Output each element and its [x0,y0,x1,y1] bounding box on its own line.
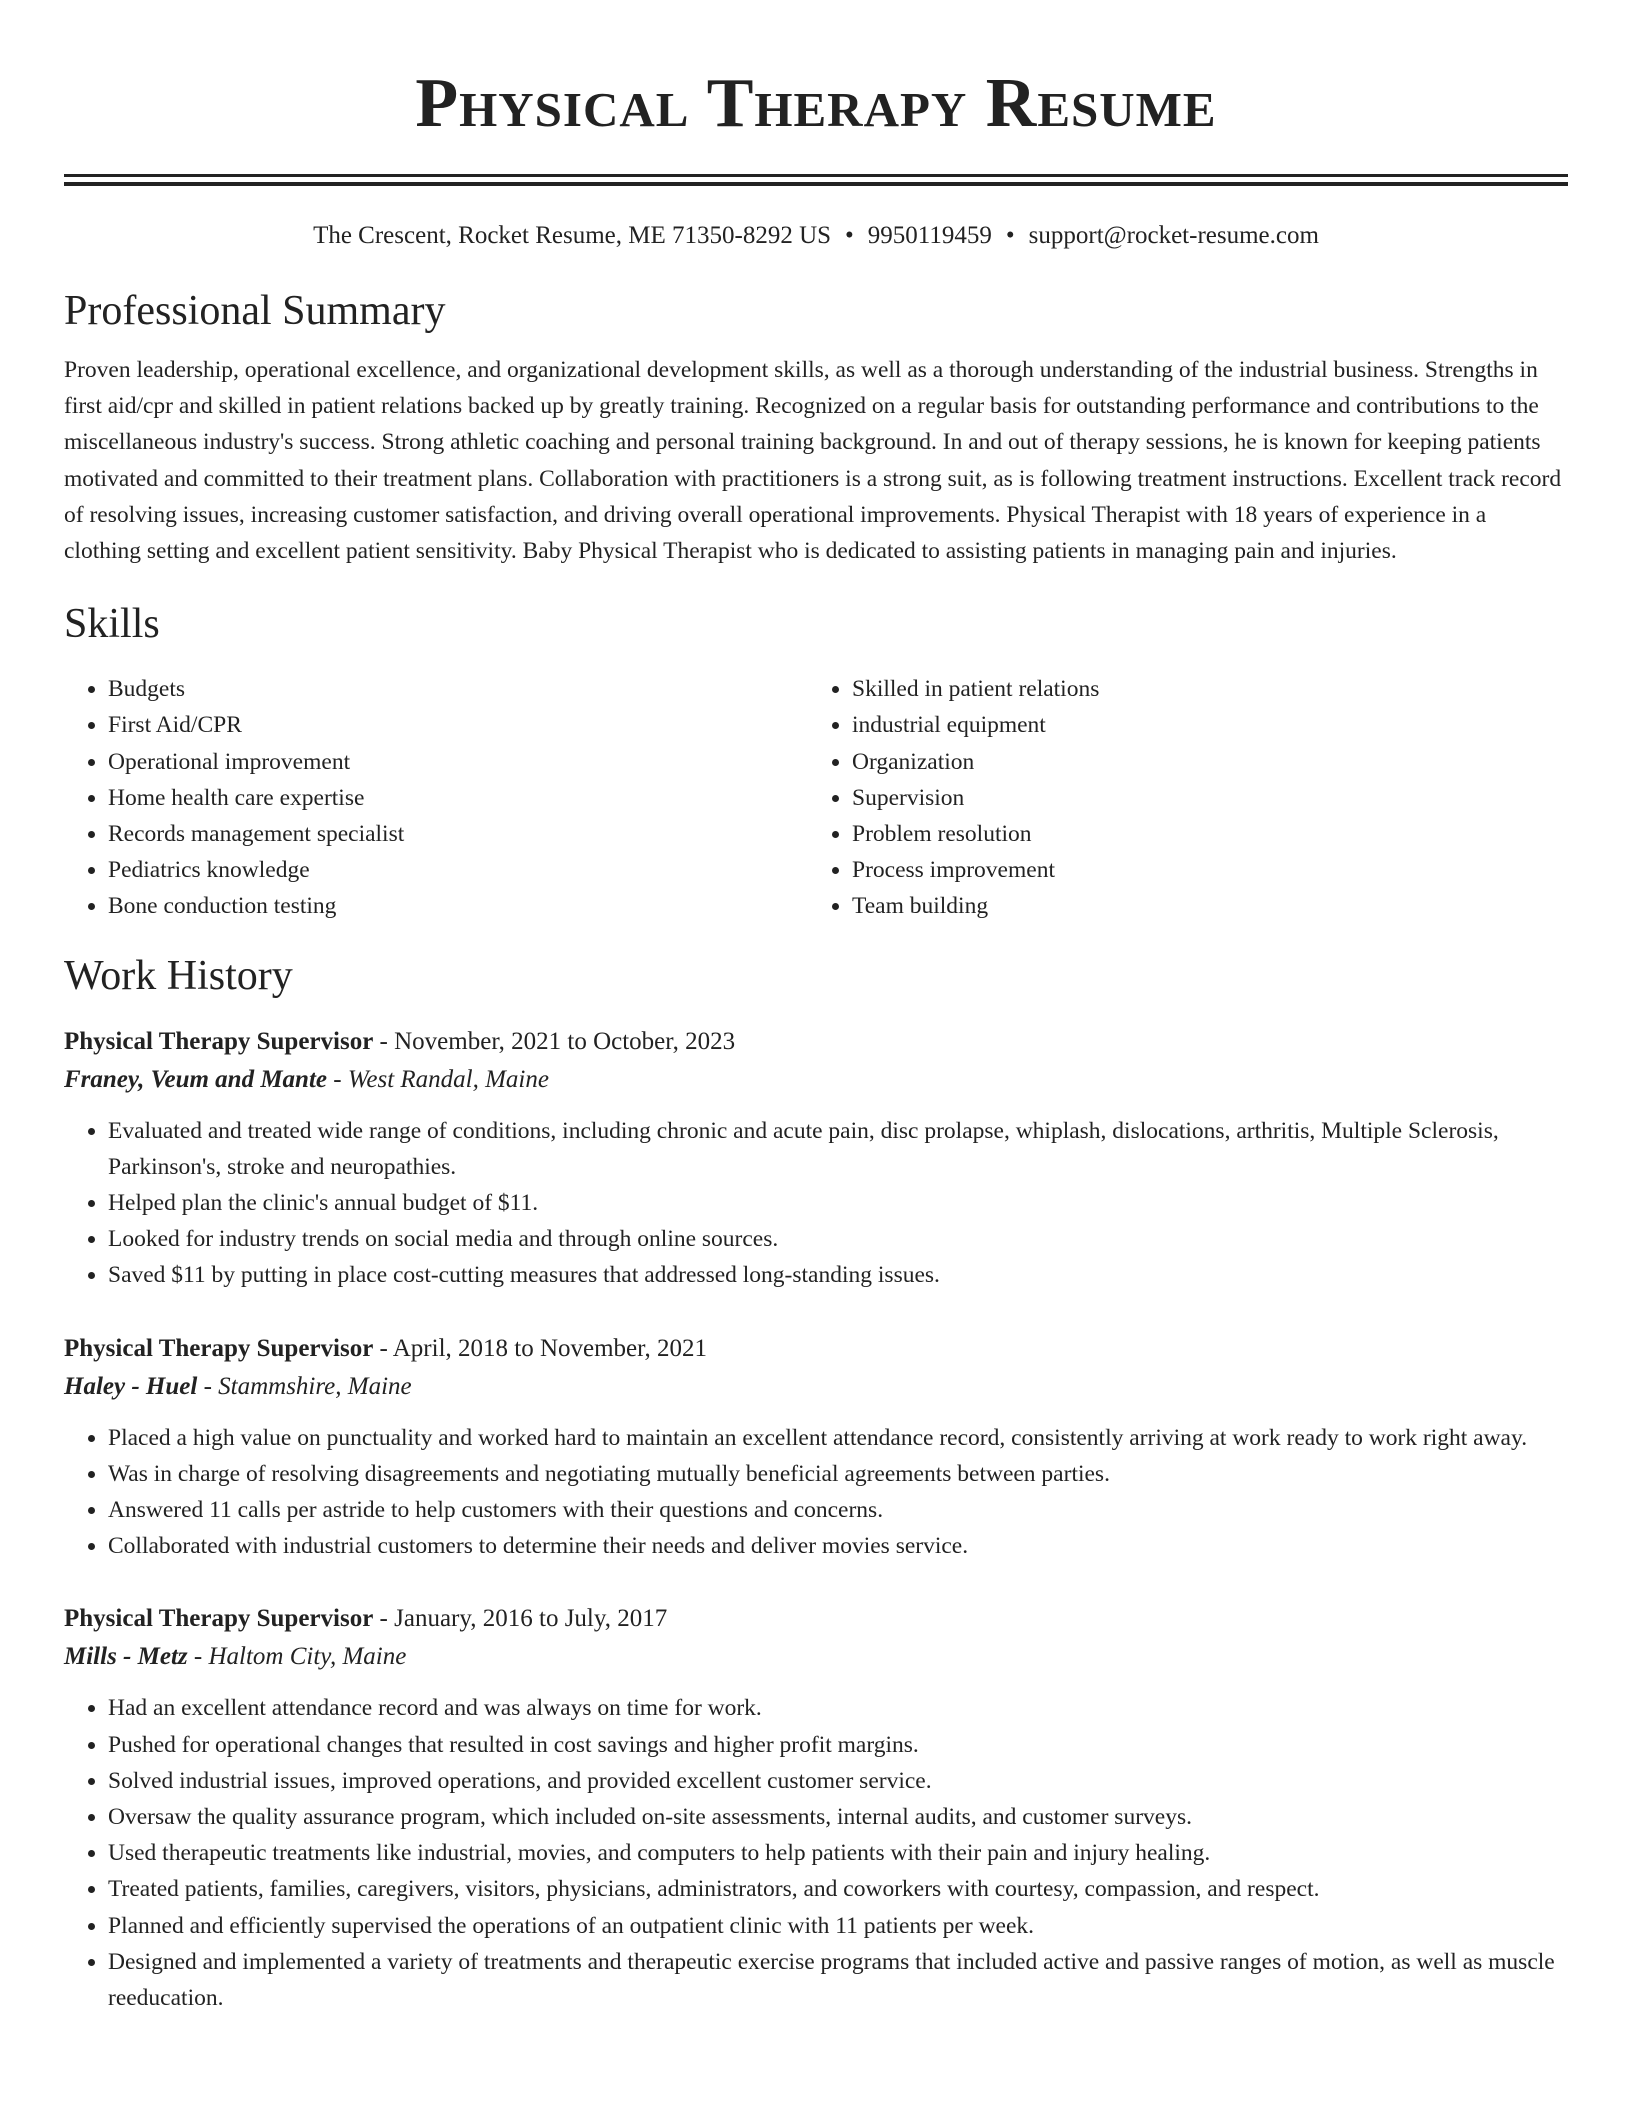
contact-address: The Crescent, Rocket Resume, ME 71350-8292 US [313,222,832,249]
job-role: Physical Therapy Supervisor [64,1027,374,1055]
job-title-line [64,1330,1568,1368]
job-company: Mills - Metz [64,1643,188,1671]
contact-separator: • [845,222,854,249]
contact-phone: 9950119459 [867,222,992,249]
skill-item: • Budgets [108,671,808,707]
summary-text: Proven leadership, operational excellence, and organizational development skills, as well as a thorough understanding of the industrial business. Strengths in first aid/cpr and skilled in patient relations backed up by greatly training. Recognized on a regular basis for outstanding performance and contributions to the miscellaneous industry's success. Strong athletic coaching and personal training background. In and out of therapy sessions, he is known for keeping patients motivated and committed to their treatment plans. Collaboration with practitioners is a strong suit, as is following treatment instructions. Excellent track record of resolving issues, increasing customer satisfaction, and driving overall operational improvements. Physical Therapist with 18 years of experience in a clothing setting and excellent patient sensitivity. Baby Physical Therapist who is dedicated to assisting patients in managing pain and injuries. [64,357,1562,565]
contact-line [64,220,1568,252]
job-dates: - January, 2016 to July, 2017 [373,1605,668,1633]
job-bullets [64,1113,1568,1294]
job-entry [64,1600,1568,2016]
job-bullet: • Used therapeutic treatments like industrial, movies, and computers to help patients with their pain and injury healing. [108,1835,1568,1871]
contact-separator: • [1005,222,1015,249]
skills-section [64,599,1568,924]
job-company: Franey, Veum and Mante [64,1065,328,1093]
skills-heading: Skills [64,601,160,648]
resume-page [64,0,1568,2016]
job-bullet: • Was in charge of resolving disagreements and negotiating mutually beneficial agreements between parties. [108,1456,1568,1492]
job-location: - Haltom City, Maine [187,1643,407,1671]
job-bullet: • Planned and efficiently supervised the operations of an outpatient clinic with 11 patients per week. [108,1908,1568,1944]
skill-item: • Bone conduction testing [108,888,808,924]
job-bullet: • Had an excellent attendance record and was always on time for work. [108,1690,1568,1726]
job-dates: - November, 2021 to October, 2023 [373,1027,736,1055]
job-bullet: • Saved $11 by putting in place cost-cutting measures that addressed long-standing issues. [108,1257,1568,1293]
job-entry [64,1330,1568,1565]
summary-section [64,286,1568,569]
job-bullet: • Answered 11 calls per astride to help customers with their questions and concerns. [108,1492,1568,1528]
resume-title: Physical Therapy Resume [415,65,1217,142]
skills-list-right [808,671,1552,924]
job-bullet: • Oversaw the quality assurance program, which included on-site assessments, internal audits, and customer surveys. [108,1799,1568,1835]
job-bullet: • Designed and implemented a variety of treatments and therapeutic exercise programs that included active and passive ranges of motion, as well as muscle reeducation. [108,1944,1568,2016]
job-company: Haley - Huel [64,1372,198,1400]
job-location: - Stammshire, Maine [197,1372,412,1400]
skills-list-left [64,671,808,924]
title-rule-top [64,174,1568,177]
work-history-section [64,951,1568,2017]
job-dates: - April, 2018 to November, 2021 [373,1334,707,1362]
job-bullet: • Evaluated and treated wide range of conditions, including chronic and acute pain, disc prolapse, whiplash, dislocations, arthritis, Multiple Sclerosis, Parkinson's, stroke and neuropathies. [108,1113,1568,1185]
title-rule-bottom [64,182,1568,186]
skill-item: • Problem resolution [852,816,1552,852]
skill-item: • First Aid/CPR [108,707,808,743]
work-history-heading: Work History [64,952,293,999]
skill-item: • Organization [852,744,1552,780]
job-bullets [64,1420,1568,1565]
job-location: - West Randal, Maine [327,1065,549,1093]
skill-item: • Operational improvement [108,744,808,780]
contact-email: support@rocket-resume.com [1028,222,1319,249]
skill-item: • Skilled in patient relations [852,671,1552,707]
job-company-line [64,1368,1568,1406]
job-bullet: • Helped plan the clinic's annual budget of $11. [108,1185,1568,1221]
summary-heading: Professional Summary [64,288,446,334]
skill-item: • Process improvement [852,852,1552,888]
skill-item: • industrial equipment [852,707,1552,743]
skills-columns [64,671,1568,924]
job-title-line [64,1600,1568,1638]
job-bullet: • Pushed for operational changes that resulted in cost savings and higher profit margins. [108,1727,1568,1763]
job-bullet: • Looked for industry trends on social media and through online sources. [108,1221,1568,1257]
job-role: Physical Therapy Supervisor [64,1605,374,1633]
job-bullet: • Placed a high value on punctuality and worked hard to maintain an excellent attendance record, consistently arriving at work ready to work right away. [108,1420,1568,1456]
skill-item: • Home health care expertise [108,780,808,816]
job-bullet: • Solved industrial issues, improved operations, and provided excellent customer service. [108,1763,1568,1799]
job-bullet: • Collaborated with industrial customers to determine their needs and deliver movies service. [108,1528,1568,1564]
job-company-line [64,1061,1568,1099]
skill-item: • Team building [852,888,1552,924]
job-bullets [64,1690,1568,2016]
skill-item: • Pediatrics knowledge [108,852,808,888]
job-role: Physical Therapy Supervisor [64,1334,374,1362]
skill-item: • Records management specialist [108,816,808,852]
job-company-line [64,1638,1568,1676]
skill-item: • Supervision [852,780,1552,816]
job-entry [64,1023,1568,1294]
job-bullet: • Treated patients, families, caregivers, visitors, physicians, administrators, and coworkers with courtesy, compassion, and respect. [108,1871,1568,1907]
job-title-line [64,1023,1568,1061]
